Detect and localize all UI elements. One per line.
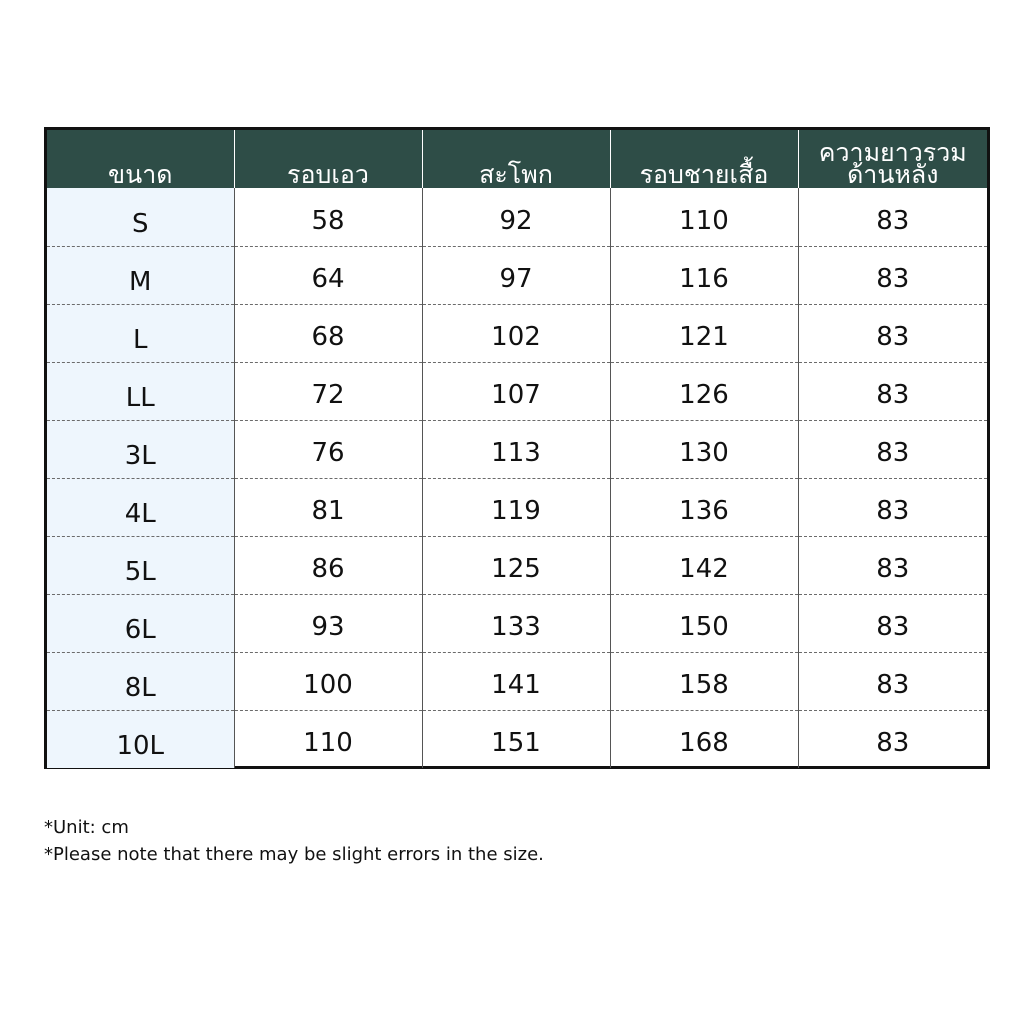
back-length-cell: 83 [798, 536, 987, 594]
back-length-cell: 83 [798, 420, 987, 478]
hip-cell: 107 [422, 362, 610, 420]
table-row [47, 246, 987, 304]
hip-cell: 113 [422, 420, 610, 478]
size-cell: 10L [47, 710, 234, 768]
hem-cell: 130 [610, 420, 798, 478]
size-cell: 5L [47, 536, 234, 594]
hem-cell: 168 [610, 710, 798, 768]
waist-cell: 58 [234, 188, 422, 246]
hem-cell: 136 [610, 478, 798, 536]
hip-cell: 97 [422, 246, 610, 304]
disclaimer-note: *Please note that there may be slight errors in the size. [44, 844, 544, 865]
header-waist: รอบเอว [234, 130, 422, 188]
size-chart-table-frame [44, 127, 990, 769]
size-cell: S [47, 188, 234, 246]
hem-cell: 150 [610, 594, 798, 652]
hip-cell: 141 [422, 652, 610, 710]
waist-cell: 81 [234, 478, 422, 536]
back-length-cell: 83 [798, 304, 987, 362]
size-cell: 8L [47, 652, 234, 710]
hip-cell: 119 [422, 478, 610, 536]
table-row [47, 594, 987, 652]
size-cell: 4L [47, 478, 234, 536]
hip-cell: 92 [422, 188, 610, 246]
waist-cell: 110 [234, 710, 422, 768]
hem-cell: 142 [610, 536, 798, 594]
waist-cell: 100 [234, 652, 422, 710]
table-row [47, 188, 987, 246]
hem-cell: 116 [610, 246, 798, 304]
size-cell: M [47, 246, 234, 304]
header-size: ขนาด [47, 130, 234, 188]
header-back-length: ความยาวรวมด้านหลัง [798, 130, 987, 188]
waist-cell: 93 [234, 594, 422, 652]
waist-cell: 64 [234, 246, 422, 304]
hip-cell: 125 [422, 536, 610, 594]
size-cell: 6L [47, 594, 234, 652]
waist-cell: 68 [234, 304, 422, 362]
hem-cell: 121 [610, 304, 798, 362]
back-length-cell: 83 [798, 246, 987, 304]
waist-cell: 76 [234, 420, 422, 478]
back-length-cell: 83 [798, 478, 987, 536]
table-row [47, 362, 987, 420]
waist-cell: 72 [234, 362, 422, 420]
size-cell: LL [47, 362, 234, 420]
hem-cell: 158 [610, 652, 798, 710]
size-cell: L [47, 304, 234, 362]
header-hip: สะโพก [422, 130, 610, 188]
back-length-cell: 83 [798, 710, 987, 768]
size-cell: 3L [47, 420, 234, 478]
back-length-cell: 83 [798, 594, 987, 652]
hip-cell: 133 [422, 594, 610, 652]
table-header-row [47, 130, 987, 188]
waist-cell: 86 [234, 536, 422, 594]
back-length-cell: 83 [798, 188, 987, 246]
header-hem: รอบชายเสื้อ [610, 130, 798, 188]
notes [44, 814, 544, 868]
unit-note: *Unit: cm [44, 817, 129, 838]
hem-cell: 110 [610, 188, 798, 246]
hem-cell: 126 [610, 362, 798, 420]
table-row [47, 420, 987, 478]
table-row [47, 304, 987, 362]
table-row [47, 652, 987, 710]
table-row [47, 478, 987, 536]
back-length-cell: 83 [798, 652, 987, 710]
table-row [47, 710, 987, 768]
hip-cell: 151 [422, 710, 610, 768]
size-chart-table [47, 130, 987, 768]
table-row [47, 536, 987, 594]
back-length-cell: 83 [798, 362, 987, 420]
hip-cell: 102 [422, 304, 610, 362]
